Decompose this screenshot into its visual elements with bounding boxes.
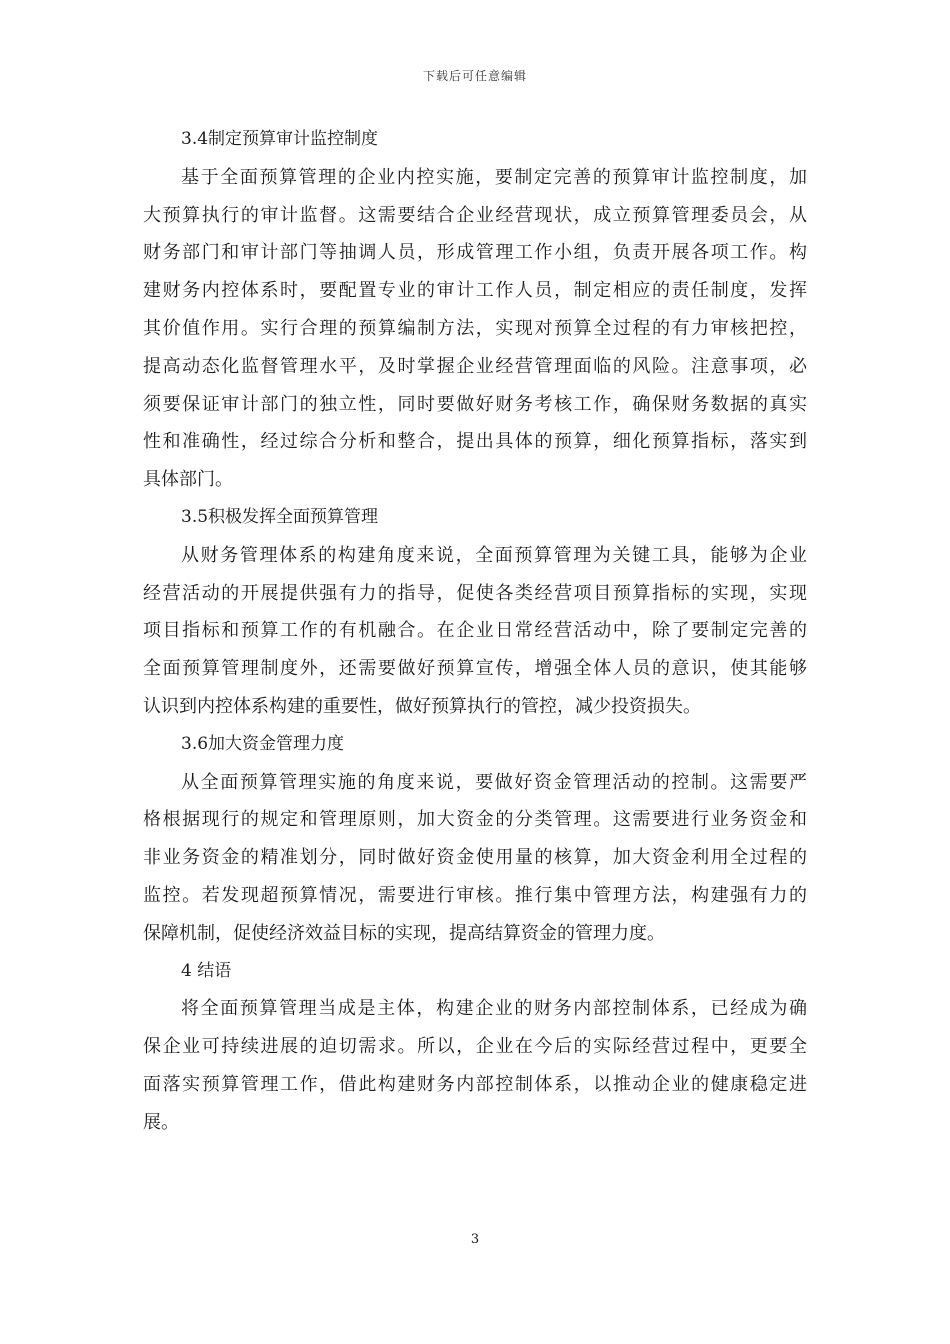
paragraph-line: 须要保证审计部门的独立性，同时要做好财务考核工作，确保财务数据的真实 xyxy=(143,393,807,415)
paragraph-line: 建财务内控体系时，要配置专业的审计工作人员，制定相应的责任制度，发挥 xyxy=(143,280,807,302)
section-4-conclusion xyxy=(143,953,807,1142)
paragraph-line: 全面预算管理制度外，还需要做好预算宣传，增强全体人员的意识，使其能够 xyxy=(143,658,807,680)
document-body xyxy=(143,121,807,1142)
page-header: 下载后可任意编辑 xyxy=(422,69,527,83)
paragraph-line: 保障机制，促使经济效益目标的实现，提高结算资金的管理力度。 xyxy=(143,922,665,944)
section-heading: 3.4制定预算审计监控制度 xyxy=(181,129,379,149)
paragraph-line: 认识到内控体系构建的重要性，做好预算执行的管控，减少投资损失。 xyxy=(143,695,701,717)
paragraph-line: 性和准确性，经过综合分析和整合，提出具体的预算，细化预算指标，落实到 xyxy=(143,431,807,453)
paragraph-line: 提高动态化监督管理水平，及时掌握企业经营管理面临的风险。注意事项，必 xyxy=(143,355,807,377)
section-3-5 xyxy=(143,499,807,726)
paragraph-line: 格根据现行的规定和管理原则，加大资金的分类管理。这需要进行业务资金和 xyxy=(143,809,807,831)
section-heading: 3.5积极发挥全面预算管理 xyxy=(181,506,379,527)
page-number: 3 xyxy=(470,1232,480,1247)
section-3-6 xyxy=(143,726,807,953)
paragraph-line: 其价值作用。实行合理的预算编制方法，实现对预算全过程的有力审核把控， xyxy=(143,317,807,339)
paragraph-line: 大预算执行的审计监督。这需要结合企业经营现状，成立预算管理委员会，从 xyxy=(143,204,807,226)
paragraph-line: 保企业可持续进展的迫切需求。所以，企业在今后的实际经营过程中，更要全 xyxy=(143,1036,807,1058)
paragraph-line: 基于全面预算管理的企业内控实施，要制定完善的预算审计监控制度，加 xyxy=(181,166,807,188)
paragraph-line: 监控。若发现超预算情况，需要进行审核。推行集中管理方法，构建强有力的 xyxy=(143,884,807,906)
paragraph-line: 经营活动的开展提供强有力的指导，促使各类经营项目预算指标的实现，实现 xyxy=(143,582,807,604)
paragraph-line: 面落实预算管理工作，借此构建财务内部控制体系，以推动企业的健康稳定进 xyxy=(143,1073,807,1095)
section-3-4 xyxy=(143,121,807,499)
paragraph-line: 财务部门和审计部门等抽调人员，形成管理工作小组，负责开展各项工作。构 xyxy=(143,242,807,264)
paragraph-line: 展。 xyxy=(143,1111,179,1133)
paragraph-line: 从财务管理体系的构建角度来说，全面预算管理为关键工具，能够为企业 xyxy=(181,544,807,566)
paragraph-line: 将全面预算管理当成是主体，构建企业的财务内部控制体系，已经成为确 xyxy=(181,998,807,1020)
paragraph-line: 从全面预算管理实施的角度来说，要做好资金管理活动的控制。这需要严 xyxy=(181,771,807,793)
paragraph-line: 非业务资金的精准划分，同时做好资金使用量的核算，加大资金利用全过程的 xyxy=(143,847,807,869)
section-heading: 4 结语 xyxy=(181,960,232,981)
paragraph-line: 项目指标和预算工作的有机融合。在企业日常经营活动中，除了要制定完善的 xyxy=(143,620,807,642)
section-heading: 3.6加大资金管理力度 xyxy=(181,733,345,754)
paragraph-line: 具体部门。 xyxy=(143,469,233,491)
